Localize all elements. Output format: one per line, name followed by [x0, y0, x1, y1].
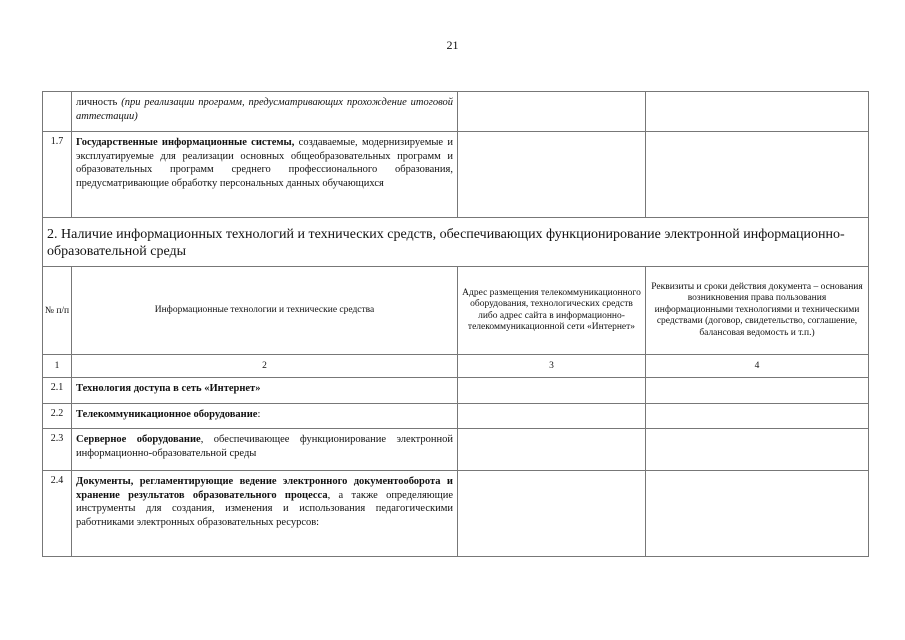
row-text-rest: , обеспечивающее функционирование электронной информационно-образовательной среды	[76, 434, 453, 459]
table-row	[43, 429, 869, 471]
information-table	[42, 91, 869, 557]
table-row	[43, 132, 869, 218]
address-cell	[458, 132, 646, 218]
column-number: 2	[72, 355, 458, 378]
column-number: 3	[458, 355, 646, 378]
row-number: 2.1	[43, 378, 72, 404]
header-document: Реквизиты и сроки действия документа – основания возникновения права пользования информационными технологиями и техническими средствами (договор, свидетельство, соглашение, балансовая ведомость и т.п.)	[646, 267, 869, 355]
row-number: 2.3	[43, 429, 72, 471]
document-cell	[646, 92, 869, 132]
row-text-cell	[72, 429, 458, 471]
document-cell	[646, 404, 869, 429]
row-number: 1.7	[43, 132, 72, 218]
row-text-bold: Государственные информационные системы,	[76, 137, 295, 148]
address-cell	[458, 429, 646, 471]
row-number: 2.2	[43, 404, 72, 429]
header-number: № п/п	[43, 267, 72, 355]
row-number: 2.4	[43, 471, 72, 557]
address-cell	[458, 378, 646, 404]
row-text-bold: Серверное оборудование	[76, 434, 201, 445]
address-cell	[458, 404, 646, 429]
column-number: 4	[646, 355, 869, 378]
row-text-cell	[72, 92, 458, 132]
row-text-bold: Документы, регламентирующие ведение электронного документооборота и хранение результатов образовательного процесса	[76, 476, 453, 501]
row-text-cell	[72, 132, 458, 218]
column-numbers-row	[43, 355, 869, 378]
document-cell	[646, 132, 869, 218]
table-row	[43, 378, 869, 404]
document-cell	[646, 378, 869, 404]
table-row	[43, 92, 869, 132]
address-cell	[458, 92, 646, 132]
row-text-cell	[72, 378, 458, 404]
section-row	[43, 218, 869, 267]
row-text-italic: (при реализации программ, предусматривающих прохождение итоговой аттестации)	[76, 97, 454, 122]
header-address: Адрес размещения телекоммуникационного оборудования, технологических средств либо адрес сайта в информационно-телекоммуникационной сети «Интернет»	[458, 267, 646, 355]
document-cell	[646, 429, 869, 471]
table-row	[43, 404, 869, 429]
row-text-cell	[72, 471, 458, 557]
row-text-rest: создаваемые, модернизируемые и эксплуатируемые для реализации основных общеобразовательных программ и образовательных программ среднего профессионального образования, предусматривающие обработку персональных данных обучающихся	[76, 137, 453, 189]
row-number-cell	[43, 92, 72, 132]
column-number: 1	[43, 355, 72, 378]
address-cell	[458, 471, 646, 557]
table-row	[43, 471, 869, 557]
row-text-bold: Технология доступа в сеть «Интернет»	[76, 383, 261, 394]
page-number: 21	[446, 38, 459, 52]
row-text-cell	[72, 404, 458, 429]
header-technologies: Информационные технологии и технические средства	[72, 267, 458, 355]
row-text-rest: , а также определяющие инструменты для создания, изменения и использования педагогическими работниками электронных образовательных ресурсов:	[76, 489, 453, 528]
row-text-normal: личность	[76, 97, 118, 108]
section-title: 2. Наличие информационных технологий и технических средств, обеспечивающих функционирование электронной информационно-образовательной среды	[43, 218, 869, 267]
document-cell	[646, 471, 869, 557]
header-row	[43, 267, 869, 355]
row-text-rest: :	[257, 409, 261, 420]
row-text-bold: Телекоммуникационное оборудование	[76, 409, 258, 420]
